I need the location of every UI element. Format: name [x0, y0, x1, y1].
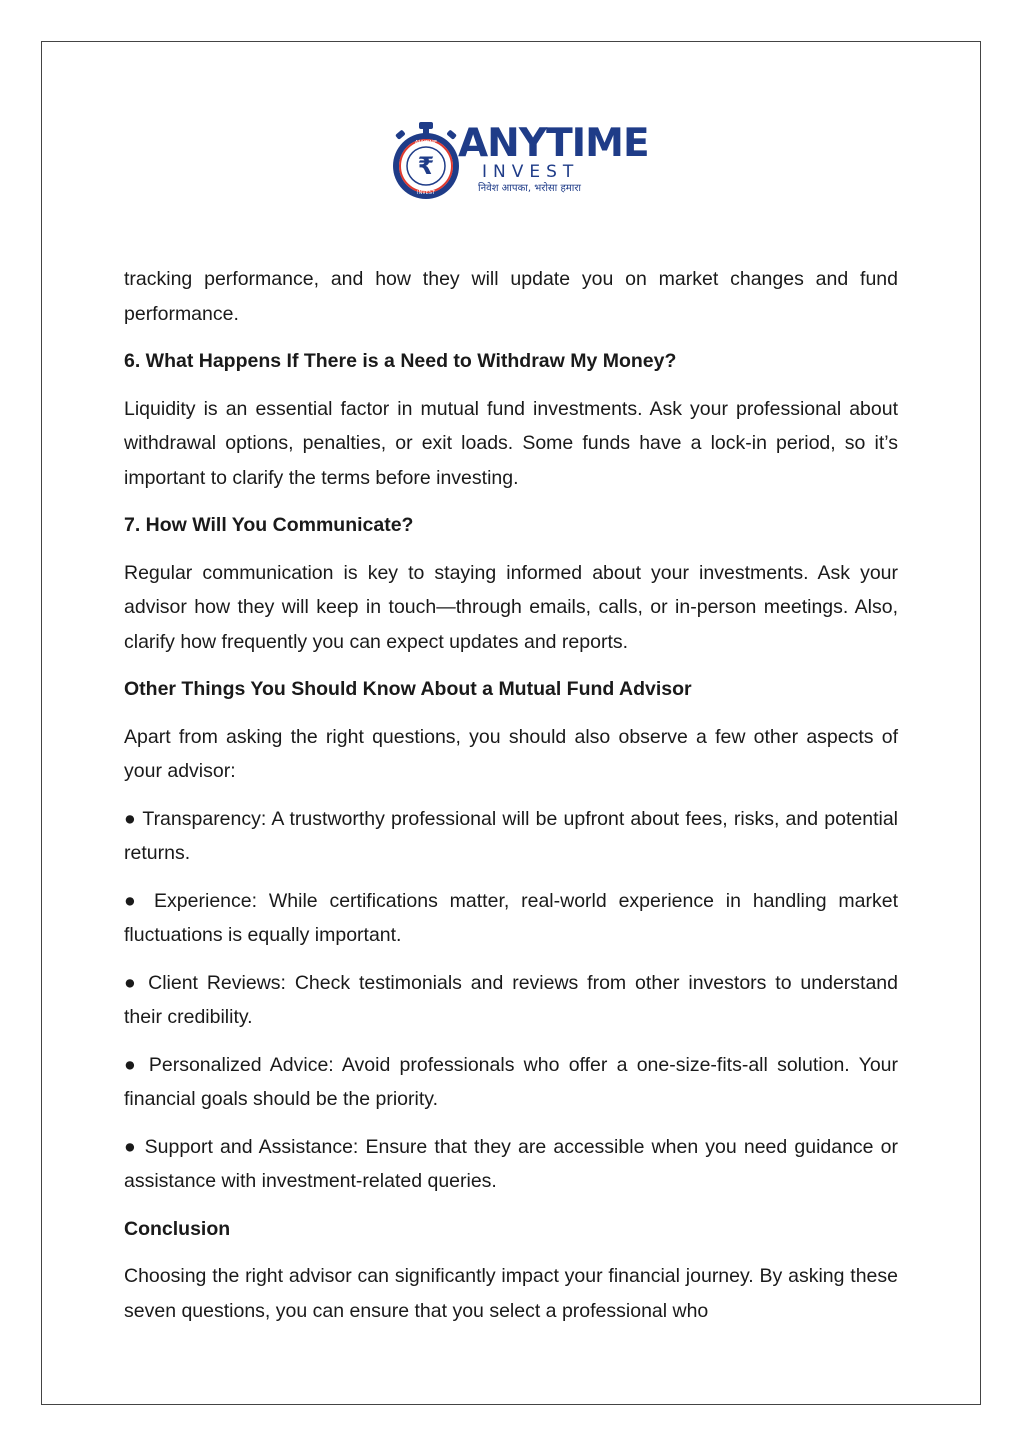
rupee-symbol: ₹: [417, 152, 435, 180]
other-things-intro-paragraph: Apart from asking the right questions, you should also observe a few other aspects of your advisor:: [124, 725, 898, 782]
document-body: [124, 262, 898, 1341]
question-6-heading: 6. What Happens If There is a Need to Withdraw My Money?: [124, 350, 677, 372]
anytime-invest-logo: [388, 120, 649, 202]
bullet-support-assistance: ● Support and Assistance: Ensure that they are accessible when you need guidance or assistance with investment-related queries.: [124, 1135, 898, 1192]
bullet-personalized-advice: ● Personalized Advice: Avoid professionals who offer a one-size-fits-all solution. Your financial goals should be the priority.: [124, 1053, 898, 1110]
intro-continuation-paragraph: tracking performance, and how they will update you on market changes and fund performance.: [124, 268, 898, 325]
bullet-transparency: ● Transparency: A trustworthy professional will be upfront about fees, risks, and potential returns.: [124, 807, 898, 864]
ring-text-bottom: INVEST: [416, 190, 436, 196]
stopwatch-rupee-icon: [388, 120, 464, 202]
ring-text-top: ANYTIME: [414, 140, 438, 146]
conclusion-heading: Conclusion: [124, 1217, 231, 1240]
logo-tagline: निवेश आपका, भरोसा हमारा: [478, 183, 582, 194]
logo-sub-name: INVEST: [482, 162, 580, 182]
question-7-heading: 7. How Will You Communicate?: [124, 514, 414, 536]
conclusion-paragraph: Choosing the right advisor can significantly impact your financial journey. By asking these seven questions, you can ensure that you select a professional who: [124, 1265, 898, 1322]
question-7-paragraph: Regular communication is key to staying informed about your investments. Ask your advisor how they will keep in touch—through emails, calls, or in-person meetings. Also, clarify how frequently you can expect updates and reports.: [124, 561, 898, 653]
bullet-client-reviews: ● Client Reviews: Check testimonials and reviews from other investors to understand their credibility.: [124, 971, 898, 1028]
logo-brand-name: ANYTIME: [458, 121, 649, 166]
other-things-heading: Other Things You Should Know About a Mutual Fund Advisor: [124, 678, 692, 700]
question-6-paragraph: Liquidity is an essential factor in mutual fund investments. Ask your professional about withdrawal options, penalties, or exit loads. Some funds have a lock-in period, so it’s important to clarify the terms before investing.: [124, 397, 898, 489]
bullet-experience: ● Experience: While certifications matter, real-world experience in handling market fluctuations is equally important.: [124, 889, 898, 946]
